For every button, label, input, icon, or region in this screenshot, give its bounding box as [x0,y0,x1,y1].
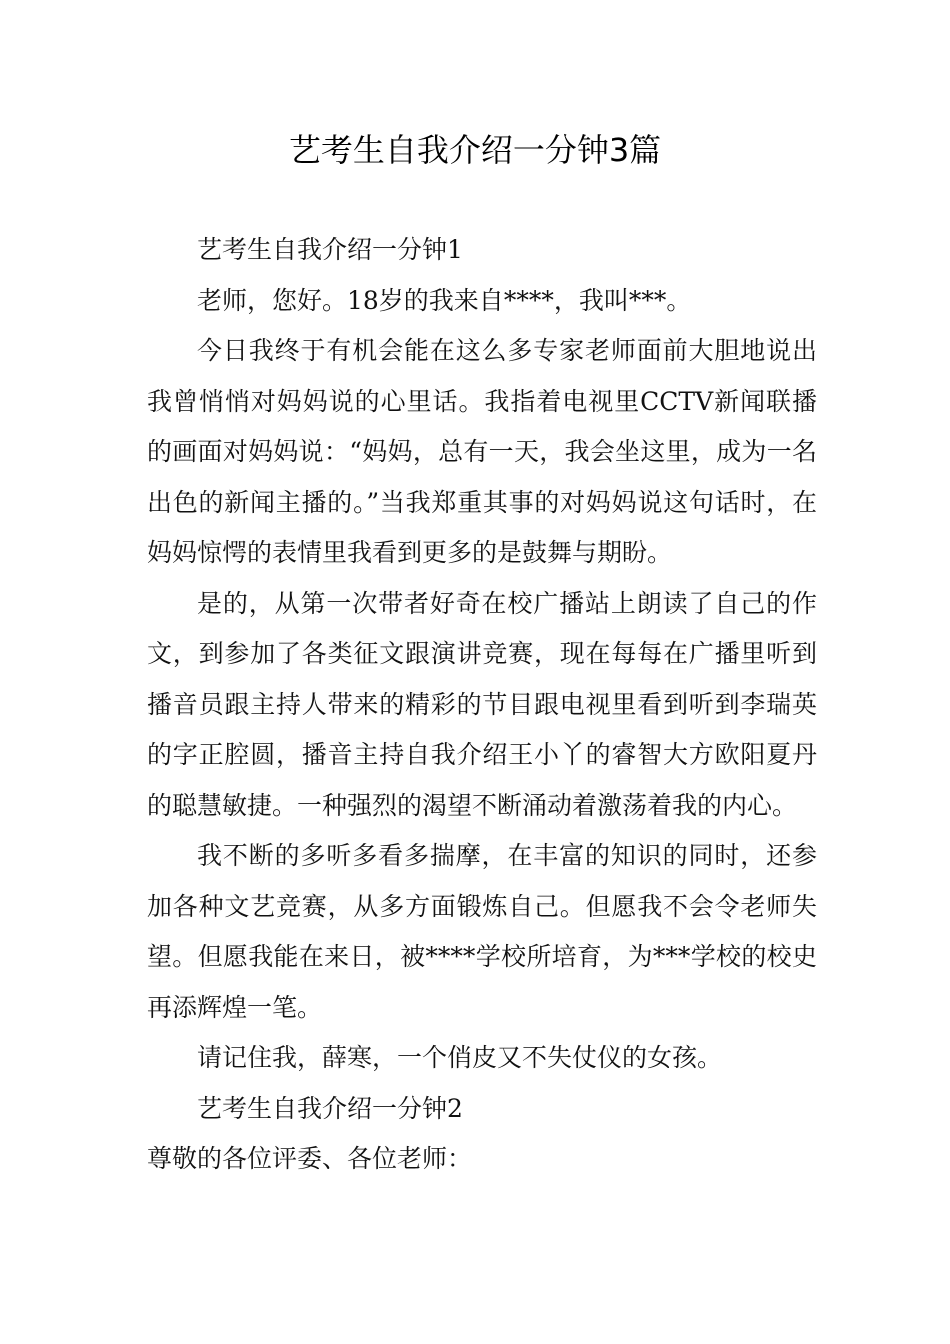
document-title: 艺考生自我介绍一分钟3篇 [288,131,662,169]
paragraph-greeting: 老师，您好。18岁的我来自****，我叫***。 [197,285,692,315]
paragraph-2: 是的，从第一次带者好奇在校广播站上朗读了自己的作文，到参加了各类征文跟演讲竞赛，现在每每在广播里听到播音员跟主持人带来的精彩的节目跟电视里看到听到李瑞英的字正腔圆，播音主持自我介绍王小丫的睿智大方欧阳夏丹的聪慧敏捷。一种强烈的渴望不断涌动着激荡着我的内心。 [147,588,817,820]
document-body [147,225,817,1185]
paragraph-1: 今日我终于有机会能在这么多专家老师面前大胆地说出我曾悄悄对妈妈说的心里话。我指着电视里CCTV新闻联播的画面对妈妈说：“妈妈，总有一天，我会坐这里，成为一名出色的新闻主播的。”当我郑重其事的对妈妈说这句话时，在妈妈惊愕的表情里我看到更多的是鼓舞与期盼。 [147,336,817,567]
section-heading-1: 艺考生自我介绍一分钟1 [197,235,463,264]
paragraph-3: 我不断的多听多看多揣摩，在丰富的知识的同时，还参加各种文艺竞赛，从多方面锻炼自己。但愿我不会令老师失望。但愿我能在来日，被****学校所培育，为***学校的校史再添辉煌一笔。 [147,841,817,1022]
paragraph-salutation: 尊敬的各位评委、各位老师： [147,1144,473,1173]
paragraph-4: 请记住我，薛寒，一个俏皮又不失仗仪的女孩。 [197,1043,723,1072]
section-heading-2: 艺考生自我介绍一分钟2 [197,1093,463,1123]
